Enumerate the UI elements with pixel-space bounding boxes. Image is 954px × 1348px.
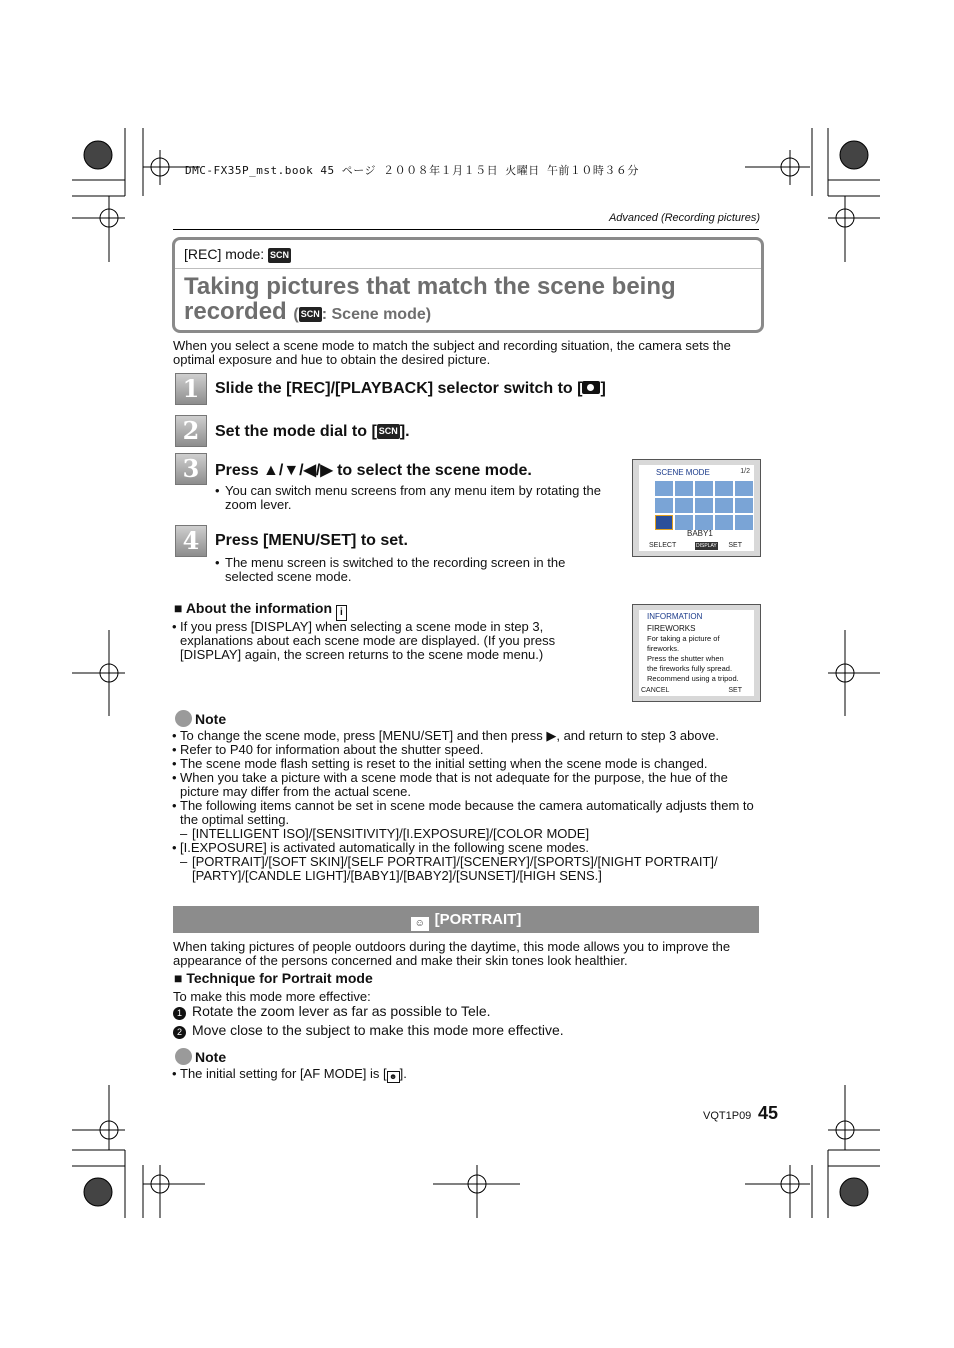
scene-icon-sports: [735, 481, 753, 496]
page-title-word: recorded: [184, 298, 287, 325]
scene-icon-portrait: [655, 481, 673, 496]
scene-icon-grid: [655, 481, 751, 530]
portrait-intro: When taking pictures of people outdoors during the daytime, this mode allows you to improve the appearance of the persons concerned and make their skin tones look healthier.: [173, 939, 731, 968]
title-divider: [175, 268, 761, 269]
rec-mode-row: [184, 246, 291, 263]
note-item: • [I.EXPOSURE] is activated automatically in the following scene modes.: [172, 840, 589, 855]
scn-mode-icon: SCN: [268, 248, 291, 263]
note-dash-item-cont: [172, 869, 762, 883]
scene-icon-food: [695, 498, 713, 513]
title-paren: (: [293, 306, 299, 323]
step-number-3: 3: [175, 453, 207, 485]
technique-tip-2: [173, 1022, 564, 1039]
lcd-information-screen: [632, 604, 761, 702]
title-box: [172, 237, 764, 333]
note-item-text: When you take a picture with a scene mode that is not adequate for the purpose, the hue of the picture may differ from the actual scene.: [180, 770, 728, 799]
intro-paragraph: When you select a scene mode to match the subject and recording situation, the camera sets the optimal exposure and hue to obtain the desired picture.: [173, 338, 731, 367]
step-title-1: [215, 380, 606, 398]
tip-text-1: Rotate the zoom lever as far as possible to Tele.: [192, 1003, 491, 1019]
note-item-text: [I.EXPOSURE] is activated automatically in the following scene modes.: [180, 840, 589, 855]
about-info-bullet-text: If you press [DISPLAY] when selecting a scene mode in step 3, explanations about each scene mode are displayed. (If you press [DISPLAY] again, the screen returns to the scene mode menu.): [180, 619, 556, 662]
technique-tip-1: [173, 1003, 491, 1020]
scene-icon-self-portrait: [695, 481, 713, 496]
note-item: • Refer to P40 for information about the shutter speed.: [172, 742, 484, 757]
lcd-scene-mode-inner: [639, 465, 754, 551]
lcd-info-title: INFORMATION: [647, 612, 703, 621]
note-dash-text: [PARTY]/[CANDLE LIGHT]/[BABY1]/[BABY2]/[SUNSET]/[HIGH SENS.]: [192, 868, 602, 883]
lcd-set-label: SET: [728, 542, 742, 549]
face-detection-icon: ☻: [387, 1071, 400, 1083]
step-2-end: ].: [399, 423, 410, 440]
note2-item: • The initial setting for [AF MODE] is [ ☻ ].: [172, 1066, 407, 1081]
note-dash-item: – [INTELLIGENT ISO]/[SENSITIVITY]/[I.EXPOSURE]/[COLOR MODE]: [180, 826, 590, 841]
note-icon: [175, 1048, 192, 1065]
technique-heading: ■ Technique for Portrait mode: [174, 970, 373, 986]
tip-number-1: 1: [173, 1007, 186, 1020]
portrait-icon: ☺: [411, 917, 429, 931]
scn-mode-icon: SCN: [377, 424, 400, 439]
lcd-info-line: fireworks.: [647, 644, 680, 653]
scn-mode-icon: SCN: [299, 307, 322, 322]
step-3-bullet-text: You can switch menu screens from any menu item by rotating the zoom lever.: [225, 483, 601, 512]
note-item-text: To change the scene mode, press [MENU/SET] and then press ▶, and return to step 3 above.: [180, 728, 719, 743]
about-info-heading: [174, 600, 347, 621]
lcd-scene-mode-screen: [632, 459, 761, 557]
note-item-text: Refer to P40 for information about the shutter speed.: [180, 742, 484, 757]
tip-text-2: Move close to the subject to make this mode more effective.: [192, 1022, 564, 1038]
note-heading-1: [175, 710, 226, 727]
portrait-bar-label: [PORTRAIT]: [434, 911, 522, 928]
scene-icon-high-sens: [735, 515, 753, 530]
book-file-line: DMC-FX35P_mst.book 45 ページ ２００８年１月１５日 火曜日 午前１０時３６分: [185, 164, 639, 177]
page-title-line1: Taking pictures that match the scene being: [184, 273, 676, 300]
note-label: Note: [195, 1049, 227, 1065]
note-list-1: [172, 729, 762, 883]
scene-icon-candle-light: [735, 498, 753, 513]
lcd-select-label: SELECT: [649, 542, 677, 549]
step-2-text: Set the mode dial to [: [215, 423, 377, 440]
step-number-4: 4: [175, 525, 207, 557]
step-1-text: Slide the [REC]/[PLAYBACK] selector switch to [: [215, 380, 583, 397]
scene-icon-baby2: [675, 515, 693, 530]
note-dash-item: – [PORTRAIT]/[SOFT SKIN]/[SELF PORTRAIT]/[SCENERY]/[SPORTS]/[NIGHT PORTRAIT]/: [180, 854, 718, 869]
step-title-4: Press [MENU/SET] to set.: [215, 532, 408, 549]
note-dash-text: [PORTRAIT]/[SOFT SKIN]/[SELF PORTRAIT]/[SCENERY]/[SPORTS]/[NIGHT PORTRAIT]/: [192, 854, 718, 869]
note-item-text: The following items cannot be set in scene mode because the camera automatically adjusts them to the optimal setting.: [180, 798, 754, 827]
scene-icon-baby1-selected: [655, 515, 673, 530]
header-rule: [173, 229, 759, 230]
camera-icon: [582, 381, 600, 394]
note-item-text: The scene mode flash setting is reset to the initial setting when the scene mode is changed.: [180, 756, 708, 771]
title-suffix: : Scene mode): [321, 306, 432, 323]
step-3-bullet: • You can switch menu screens from any menu item by rotating the zoom lever.: [215, 484, 610, 512]
scene-icon-party: [715, 498, 733, 513]
lcd-display-button: DISPLAY: [696, 543, 717, 549]
section-tag: Advanced (Recording pictures): [608, 212, 760, 224]
lcd-info-heading: FIREWORKS: [647, 624, 696, 633]
rec-mode-label: [REC] mode:: [184, 246, 265, 262]
note-icon: [175, 710, 192, 727]
lcd-info-set-label: SET: [728, 687, 742, 694]
step-title-3: Press ▲/▼/◀/▶ to select the scene mode.: [215, 462, 532, 479]
step-number-1: 1: [175, 373, 207, 405]
note-dash-text: [INTELLIGENT ISO]/[SENSITIVITY]/[I.EXPOSURE]/[COLOR MODE]: [192, 826, 590, 841]
step-1-end: ]: [600, 380, 606, 397]
lcd-page-indicator: 1/2: [740, 468, 750, 475]
note-item: • To change the scene mode, press [MENU/SET] and then press ▶, and return to step 3 above.: [172, 728, 719, 743]
note-label: Note: [195, 711, 227, 727]
scene-icon-night-portrait: [655, 498, 673, 513]
scene-icon-sunset: [715, 515, 733, 530]
scene-icon-pet: [695, 515, 713, 530]
note-heading-2: [175, 1048, 226, 1065]
portrait-section-bar: [173, 906, 759, 933]
lcd-scene-mode-title: SCENE MODE: [656, 468, 710, 477]
lcd-info-line: For taking a picture of: [647, 634, 720, 643]
step-4-bullet-text: The menu screen is switched to the recording screen in the selected scene mode.: [225, 555, 566, 584]
note-item: • When you take a picture with a scene mode that is not adequate for the purpose, the hue of the picture may differ from the actual scene.: [172, 770, 728, 799]
info-icon: i: [336, 605, 347, 621]
scene-icon-soft-skin: [675, 481, 693, 496]
page-title-line2: [184, 299, 431, 327]
step-number-2: 2: [175, 415, 207, 447]
lcd-info-lines: [647, 634, 739, 684]
scene-icon-night-scenery: [675, 498, 693, 513]
step-title-2: [215, 423, 410, 441]
note2-item-text: The initial setting for [AF MODE] is [: [180, 1066, 387, 1081]
note-item: • The scene mode flash setting is reset to the initial setting when the scene mode is changed.: [172, 756, 708, 771]
step-4-bullet: • The menu screen is switched to the recording screen in the selected scene mode.: [215, 556, 610, 584]
lcd-info-line: Press the shutter when: [647, 654, 724, 663]
technique-intro: To make this mode more effective:: [173, 989, 371, 1004]
scene-icon-scenery: [715, 481, 733, 496]
note-item: • The following items cannot be set in scene mode because the camera automatically adjusts them to the optimal setting.: [172, 798, 754, 827]
footer-code: VQT1P09: [703, 1110, 752, 1122]
about-info-heading-text: ■ About the information: [174, 600, 333, 616]
lcd-selected-label: BABY1: [687, 529, 713, 538]
lcd-info-line: the fireworks fully spread.: [647, 664, 733, 673]
about-info-bullet: • If you press [DISPLAY] when selecting a scene mode in step 3, explanations about each scene mode are displayed. (If you press [DISPLAY] again, the screen returns to the scene mode menu.): [172, 620, 592, 662]
lcd-cancel-label: CANCEL: [641, 687, 670, 694]
page-number: 45: [758, 1103, 779, 1123]
lcd-info-line: Recommend using a tripod.: [647, 674, 739, 683]
tip-number-2: 2: [173, 1026, 186, 1039]
note2-item-end: ].: [399, 1066, 407, 1081]
lcd-information-inner: [639, 610, 754, 696]
